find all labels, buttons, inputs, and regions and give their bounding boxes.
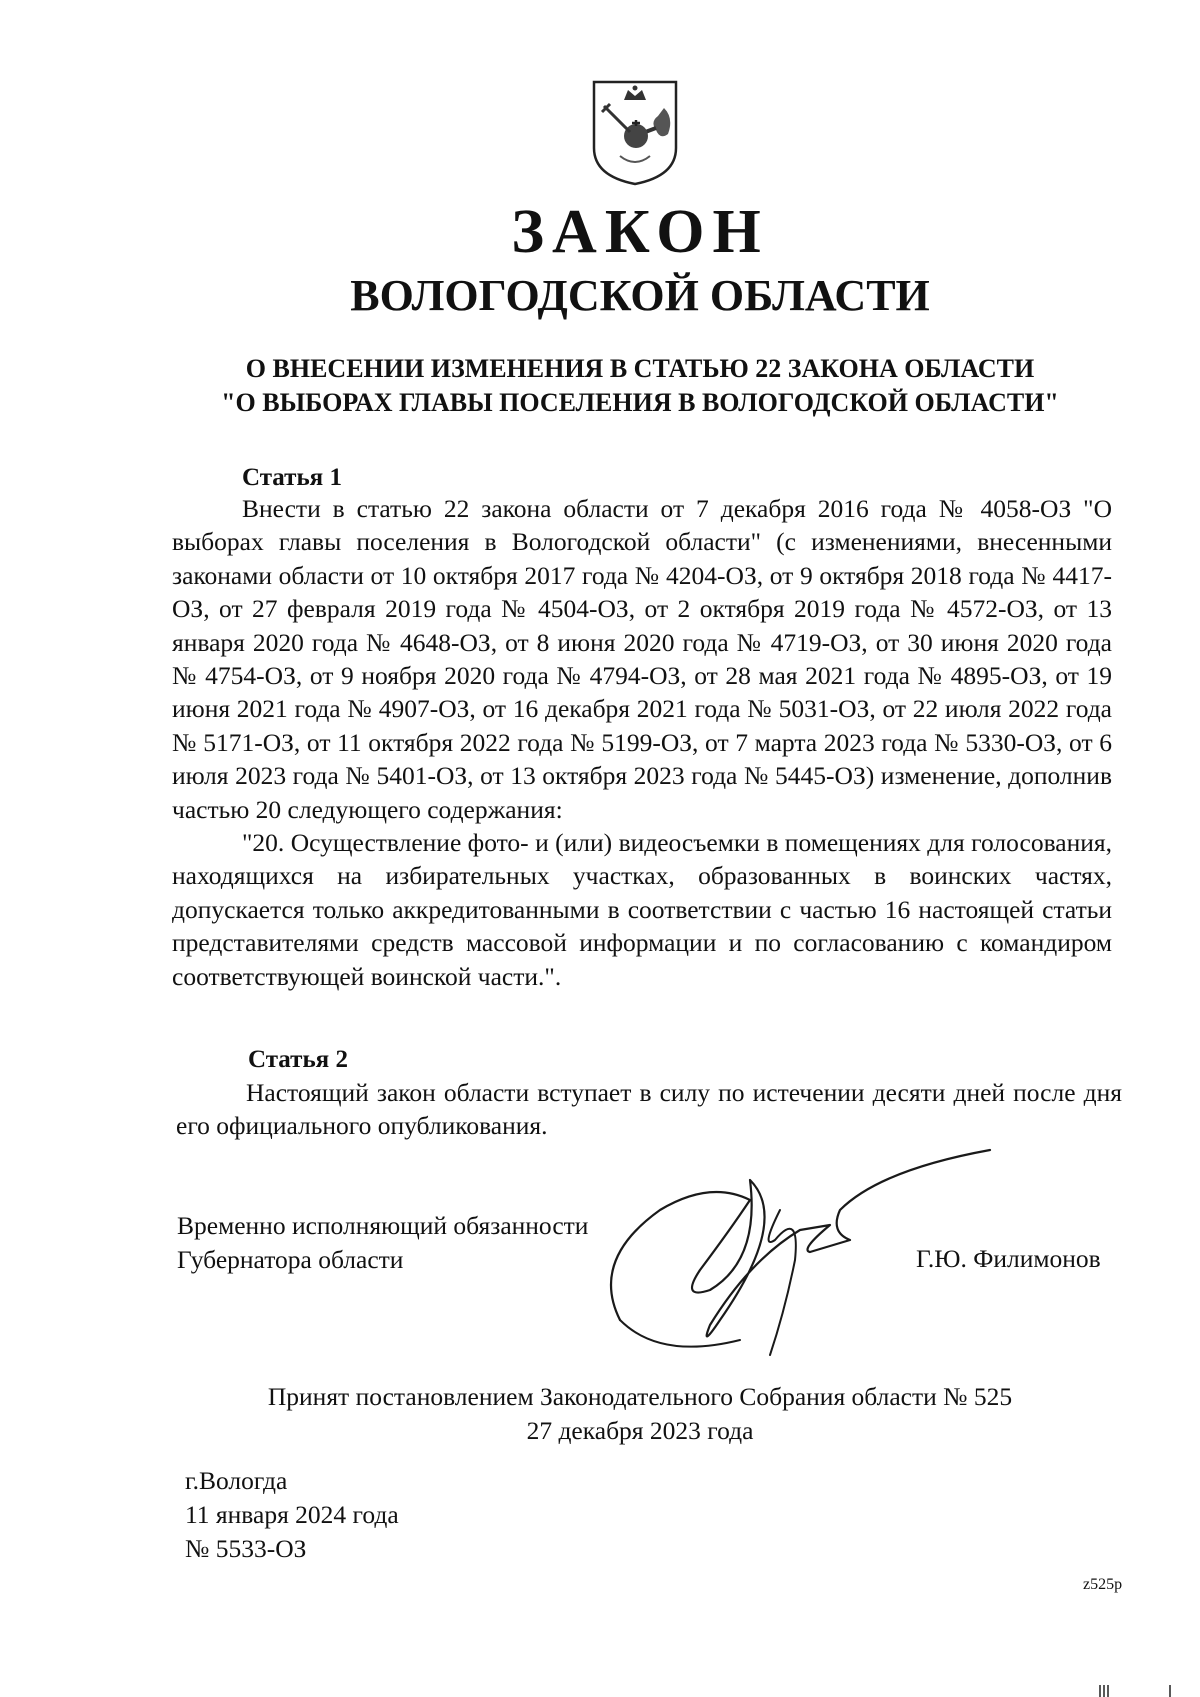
law-date: 11 января 2024 года [185,1500,399,1529]
law-details [185,1464,399,1566]
law-title: ЗАКОН [511,198,769,266]
adoption-note [170,1380,1110,1448]
article-1-heading: Статья 1 [242,464,342,491]
article-2-paragraph-1: Настоящий закон области вступает в силу по истечении десяти дней после дня его официального опубликования. [176,1078,1122,1141]
coat-of-arms-icon [590,78,680,188]
signer-position-line-2: Губернатора области [177,1245,404,1274]
signer-position-line-1: Временно исполняющий обязанности [177,1211,589,1240]
article-1-body [172,492,1112,993]
law-number: № 5533-ОЗ [185,1534,307,1563]
region-title: ВОЛОГОДСКОЙ ОБЛАСТИ [350,271,930,320]
article-1-paragraph-2: "20. Осуществление фото- и (или) видеосъемки в помещениях для голосования, находящихся на избирательных участках, образованных в воинских частях, допускается только аккредитованными в соответствии с частью 16 настоящей статьи представителями средств массовой информации и по согласованию с командиром соответствующей воинской части.". [172,828,1112,991]
adoption-date: 27 декабря 2023 года [526,1416,754,1445]
article-1-paragraph-1: Внести в статью 22 закона области от 7 декабря 2016 года № 4058-ОЗ "О выборах главы поселения в Вологодской области" (с изменениями, внесенными законами области от 10 октября 2017 года № 4204-ОЗ, от 9 октября 2018 года № 4417-ОЗ, от 27 февраля 2019 года № 4504-ОЗ, от 2 октября 2019 года № 4572-ОЗ, от 13 января 2020 года № 4648-ОЗ, от 8 июня 2020 года № 4719-ОЗ, от 30 июня 2020 года № 4754-ОЗ, от 9 ноября 2020 года № 4794-ОЗ, от 28 мая 2021 года № 4895-ОЗ, от 19 июня 2021 года № 4907-ОЗ, от 16 декабря 2021 года № 5031-ОЗ, от 22 июля 2022 года № 5171-ОЗ, от 11 октября 2022 года № 5199-ОЗ, от 7 марта 2023 года № 5330-ОЗ, от 6 июля 2023 года № 5401-ОЗ, от 13 октября 2023 года № 5445-ОЗ) изменение, дополнив частью 20 следующего содержания: [172,494,1112,824]
article-2-body [176,1076,1122,1143]
signer-name: Г.Ю. Филимонов [916,1244,1101,1273]
article-2-heading: Статья 2 [248,1046,348,1073]
subject-line-2: "О ВЫБОРАХ ГЛАВЫ ПОСЕЛЕНИЯ В ВОЛОГОДСКОЙ ОБЛАСТИ" [221,388,1059,417]
signer-position [177,1209,588,1277]
law-subject [170,352,1110,420]
document-code: z525р [1083,1576,1123,1593]
subject-line-1: О ВНЕСЕНИИ ИЗМЕНЕНИЯ В СТАТЬЮ 22 ЗАКОНА ОБЛАСТИ [245,354,1035,383]
adoption-line-1: Принят постановлением Законодательного Собрания области № 525 [267,1382,1013,1411]
scan-marks [1098,1683,1188,1697]
city: г.Вологда [185,1466,288,1495]
